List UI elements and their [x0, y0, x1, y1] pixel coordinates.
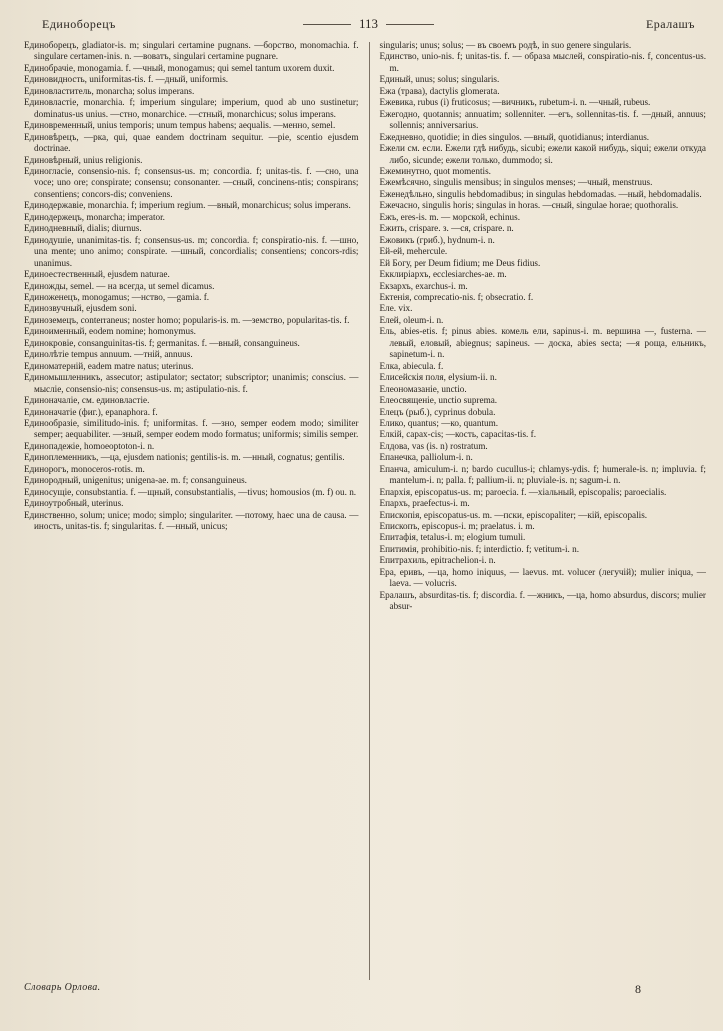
- dictionary-entry: Ектенія, comprecatio-nis. f; obsecratio. f.: [379, 291, 534, 302]
- dictionary-entry: Ей-ей, mehercule.: [379, 246, 448, 257]
- signature-line: Словарь Орлова.: [24, 982, 101, 993]
- dictionary-entry: Единоутробный, uterinus.: [24, 498, 124, 509]
- dictionary-entry: Единодневный, dialis; diurnus.: [24, 223, 142, 234]
- dictionary-entry: Елецъ (рыб.), cyprinus dobula.: [379, 406, 496, 417]
- dictionary-entry: Единолѣтіе tempus annuum. —тній, annuus.: [24, 349, 193, 360]
- dictionary-entry: Епископъ, episcopus-i. m; praelatus. i. m.: [379, 521, 535, 532]
- dictionary-entry: Единовѣрный, unius religionis.: [24, 154, 143, 165]
- two-column-body: [24, 40, 706, 980]
- page-footer: [24, 982, 701, 998]
- dictionary-entry: Ежеминутно, quot momentis.: [379, 165, 491, 176]
- dictionary-entry: Епитафія, tetalus-i. m; elogium tumuli.: [379, 532, 526, 543]
- dictionary-entry: Единый, unus; solus; singularis.: [379, 74, 500, 85]
- dictionary-entry: Единокровіе, consanguinitas-tis. f; germanitas. f. —вный, consanguineus.: [24, 337, 300, 348]
- dictionary-entry: Единородный, unigenitus; unigena-ae. m. f; consanguineus.: [24, 475, 247, 486]
- dictionary-entry: Епископія, episcopatus-us. m. —пски, episcopaliter; —кій, episcopalis.: [379, 509, 648, 520]
- dictionary-entry: Единоименный, eodem nomine; homonymus.: [24, 326, 196, 337]
- dictionary-entry: Единопадежіе, homoeoptoton-i. n.: [24, 440, 155, 451]
- dictionary-entry: Единовластитель, monarcha; solus imperans.: [24, 85, 195, 96]
- dictionary-entry: Ежемѣсячно, singulis mensibus; in singulos menses; —чный, menstruus.: [379, 177, 653, 188]
- dictionary-entry: Единоестественный, ejusdem naturae.: [24, 269, 170, 280]
- dictionary-entry: Единообразіе, similitudo-inis. f; uniformitas. f. —зно, semper eodem modo; similiter semper; aequabiliter. —зный, semper eodem modo formatus; uniformis; similis semper.: [24, 417, 359, 440]
- header-right-word: Ералашъ: [645, 16, 695, 31]
- dictionary-entry: Единовластіе, monarchia. f; imperium singulare; imperium, quod ab uno sustinetur; dominatus-us unius. —стно, monarchice. —стный, monarchicus; solus imperans.: [24, 97, 359, 119]
- dictionary-entry: Епанча, amiculum-i. n; bardo cucullus-i; chlamys-ydis. f; humerale-is. n; impluvia. f; mantelum-i. n; palla. f; pallium-ii. n; pluviale-is. n; sagum-i. n.: [379, 463, 706, 486]
- dictionary-entry: Епархъ, praefectus-i. m.: [379, 498, 470, 509]
- dictionary-entry: Ель, abies-etis. f; pinus abies. комель ели, sapinus-i. m. вершина —, fusterna. —левый, еловый, abiegnus; sapineus. — доска, abies secta; —я роща, ельникъ, sapinetum-i. n.: [379, 326, 706, 360]
- dictionary-entry: Единожды, semel. — на всегда, ut semel dicamus.: [24, 280, 215, 291]
- dictionary-entry: Епанечка, palliolum-i. n.: [379, 452, 473, 463]
- dictionary-entry: Ежить, crispare. з. —ся, crispare. n.: [379, 223, 514, 234]
- dictionary-entry: Ежегодно, quotannis; annuatim; sollenniter. —егъ, sollennitas-tis. f. —дный, annuus; sollennis; anniversarius.: [379, 108, 706, 131]
- header-rule-left: [303, 24, 351, 25]
- dictionary-entry: Единодушіе, unanimitas-tis. f; consensus-us. m; concordia. f; conspiratio-nis. f. —шно, una mente; uno animo; conspirate. —шный, concordialis; consentiens; concors-rdis; unanimus.: [24, 234, 359, 268]
- dictionary-entry: Елкій, capax-cis; —кость, capacitas-tis. f.: [379, 429, 536, 440]
- dictionary-entry: Епархія, episcopatus-us. m; paroecia. f. —хіальный, episcopalis; parоecialis.: [379, 486, 667, 497]
- dictionary-entry: Единоначаліе, см. единовластіе.: [24, 395, 150, 406]
- dictionary-entry: Единоплеменникъ, —ца, ejusdem nationis; gentilis-is. m. —нный, cognatus; gentilis.: [24, 452, 345, 463]
- dictionary-entry: Еле. vix.: [379, 303, 413, 314]
- dictionary-entry: Елико, quantus; —ко, quantum.: [379, 417, 499, 428]
- running-header: [22, 14, 701, 34]
- dictionary-entry: Единозвучный, ejusdem soni.: [24, 303, 137, 314]
- header-left-word: Единоборецъ: [42, 16, 116, 31]
- page-number: 113: [358, 16, 379, 31]
- header-page-number-group: [242, 16, 495, 32]
- dictionary-entry: singularis; unus; solus; — въ своемъ родѣ, in suo genere singularis.: [379, 40, 632, 50]
- dictionary-entry: Единоборецъ, gladiator-is. m; singulari certamine pugnans. —борство, monomachia. f. singulare certamen-inis. n. —воватъ, singulari certamine pugnare.: [24, 40, 359, 62]
- dictionary-entry: Единогласіе, consensio-nis. f; consensus-us. m; concordia. f; unitas-tis. f. —сно, una voce; uno ore; conspirate; consensu; consonanter. —сный, conсinens-ntis; conspirans; consentiens; concors-dis; conveniens.: [24, 165, 359, 199]
- header-rule-right: [386, 24, 434, 25]
- dictionary-entry: Ей Богу, per Deum fidium; me Deus fidius.: [379, 257, 541, 268]
- dictionary-entry: Единовременный, unius temporis; unum tempus habens; aequalis. —менно, semel.: [24, 120, 336, 131]
- dictionary-entry: Единобрачіе, monogamia. f. —чный, monogamus; qui semel tantum uxorem duxit.: [24, 62, 335, 73]
- dictionary-entry: Ежедневно, quotidie; in dies singulos. —вный, quotidianus; interdianus.: [379, 131, 650, 142]
- dictionary-entry: Елей, oleum-i. n.: [379, 314, 444, 325]
- dictionary-entry: Елисейскія поля, elysium-ii. n.: [379, 372, 497, 383]
- dictionary-entry: Елка, abiecula. f.: [379, 360, 444, 371]
- dictionary-entry: Единорогъ, monoceros-rotis. m.: [24, 463, 145, 474]
- dictionary-entry: Единомышленникъ, assecutor; astipulator; sectator; subscriptor; unanimis; conscius. —мысліе, consensio-nis; consensus-us. m; astipulatio-nis. f.: [24, 372, 359, 394]
- dictionary-entry: Елеономазаніе, unctio.: [379, 383, 467, 394]
- dictionary-entry: Единство, unio-nis. f; unitas-tis. f. — образа мыслей, conspiratio-nis. f, concentus-us. m.: [379, 51, 706, 73]
- dictionary-entry: Единоженецъ, monogamus; —нство, —gamia. f.: [24, 291, 210, 302]
- dictionary-entry: Единосущіе, consubstantia. f. —щный, consubstantialis, —tivus; homousios (m. f) ou. n.: [24, 486, 357, 497]
- dictionary-entry: Еженедѣльно, singulis hebdomadibus; in singulas hebdomadas. —ный, hebdomadalis.: [379, 188, 702, 199]
- dictionary-entry: Елдова, vas (is. n) rostratum.: [379, 440, 488, 451]
- dictionary-entry: Единовѣрецъ, —рка, qui, quae eandem doctrinam sequitur. —ріе, scentio ejusdem doctrinae.: [24, 131, 359, 154]
- dictionary-entry: Единственно, solum; unice; modo; simplo; singulariter. —потому, haec una de causa. —иность, unitas-tis. f; singularitas. f. —нный, unicus;: [24, 509, 359, 532]
- dictionary-entry: Епитрахиль, epitrachelion-i. n.: [379, 555, 496, 566]
- dictionary-entry: Ежели см. если. Ежели гдѣ нибудь, sicubi; ежели какой нибудь, siqui; ежели откуда либо, sicunde; ежели только, dummodo; si.: [379, 143, 706, 165]
- right-column: [370, 40, 707, 980]
- dictionary-entry: Единоначатіе (фиг.), epanaphora. f.: [24, 406, 158, 417]
- dictionary-entry: Единоземецъ, conterraneus; noster homo; popularis-is. m. —земство, popularitas-tis. f.: [24, 314, 350, 325]
- dictionary-entry: Ежовикъ (гриб.), hydnum-i. n.: [379, 234, 495, 245]
- dictionary-entry: Епитимія, prohibitio-nis. f; interdictio. f; vetitum-i. n.: [379, 543, 580, 554]
- dictionary-entry: Ежа (трава), dactylis glomerata.: [379, 85, 500, 96]
- dictionary-entry: Единовидность, uniformitas-tis. f. —дный, uniformis.: [24, 74, 229, 85]
- signature-mark: 8: [635, 982, 641, 996]
- dictionary-entry: Екзархъ, exarchus-i. m.: [379, 280, 468, 291]
- dictionary-entry: Ежъ, eres-is. m. — морской, echinus.: [379, 211, 521, 222]
- dictionary-entry: Екклиріархъ, ecclesiarches-ae. m.: [379, 269, 507, 280]
- left-column: [24, 40, 369, 980]
- dictionary-entry: Единодержецъ, monarcha; imperator.: [24, 211, 165, 222]
- dictionary-entry: Ера, еривъ, —ца, homo iniquus, — laevus. mt. volucer (легучій); mulier iniqua, — laeva. — voluсris.: [379, 566, 706, 589]
- dictionary-entry: Единоматерній, eadem matre natus; uterinus.: [24, 360, 194, 371]
- dictionary-entry: Ежечасно, singulis horis; singulas in horas. —сный, singulae horae; quothoralis.: [379, 200, 679, 211]
- dictionary-entry: Единодержавіе, monarchia. f; imperium regium. —вный, monarchicus; solus imperans.: [24, 200, 351, 211]
- dictionary-entry: Елеосвященіе, unctio suprema.: [379, 395, 498, 406]
- dictionary-entry: Ералашъ, absurditas-tis. f; discordia. f. —жникъ, —ца, homo absurdus, discors; mulier absur-: [379, 589, 706, 612]
- dictionary-entry: Ежевика, rubus (i) fruticosus; —вичникъ, rubetum-i. n. —чный, rubeus.: [379, 97, 651, 108]
